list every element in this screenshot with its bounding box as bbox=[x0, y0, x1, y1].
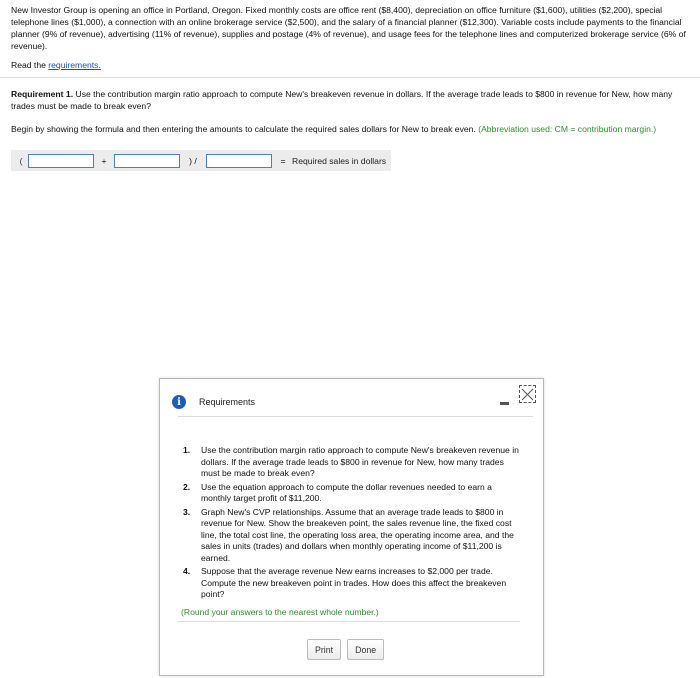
print-button[interactable]: Print bbox=[307, 639, 341, 660]
fixed-cost-input-2[interactable] bbox=[114, 154, 180, 168]
required-sales-label: Required sales in dollars bbox=[292, 155, 387, 166]
dialog-divider bbox=[178, 416, 533, 417]
formula-instructions bbox=[11, 123, 691, 135]
fixed-cost-input-1[interactable] bbox=[28, 154, 94, 168]
list-item bbox=[180, 507, 520, 565]
read-requirements-line bbox=[11, 59, 101, 71]
dialog-header bbox=[172, 395, 255, 409]
requirements-dialog bbox=[159, 378, 544, 676]
dialog-buttons bbox=[307, 639, 384, 660]
item-number: 2. bbox=[183, 481, 191, 492]
close-icon bbox=[521, 388, 534, 401]
item-text: Use the contribution margin ratio approach to compute New's breakeven revenue in dollars. If the average trade leads to $800 in revenue for New, how many trades must be made to break even? bbox=[201, 445, 519, 478]
info-icon: i bbox=[172, 395, 186, 409]
open-paren: ( bbox=[19, 155, 23, 166]
plus-sign: + bbox=[101, 155, 107, 166]
done-button[interactable]: Done bbox=[347, 639, 384, 660]
minimize-button[interactable] bbox=[500, 402, 509, 405]
equals-sign: = bbox=[280, 155, 286, 166]
rounding-note: (Round your answers to the nearest whole number.) bbox=[181, 607, 379, 617]
section-divider bbox=[0, 77, 700, 78]
cm-ratio-input[interactable] bbox=[206, 154, 272, 168]
dialog-title: Requirements bbox=[199, 397, 256, 407]
item-number: 1. bbox=[183, 445, 191, 455]
read-prefix: Read the bbox=[11, 60, 49, 70]
list-item bbox=[180, 445, 520, 480]
dialog-footer-divider bbox=[178, 621, 520, 622]
requirement-1-body: Use the contribution margin ratio approach to compute New's breakeven revenue in dollars. If the average trade leads to $800 in revenue for New, how many trades must be made to break even? bbox=[11, 89, 673, 111]
list-item bbox=[180, 566, 520, 601]
item-number: 4. bbox=[183, 566, 191, 576]
item-text: Suppose that the average revenue New earns increases to $2,000 per trade. Compute the new breakeven point in trades. How does this affect the breakeven point? bbox=[201, 566, 507, 599]
requirements-list bbox=[180, 445, 520, 603]
item-text: Use the equation approach to compute the dollar revenues needed to earn a monthly target profit of $11,200. bbox=[201, 481, 492, 503]
item-number: 3. bbox=[183, 506, 191, 517]
list-item bbox=[180, 482, 520, 505]
instructions-text: Begin by showing the formula and then entering the amounts to calculate the required sales dollars for New to break even. bbox=[11, 124, 479, 134]
requirement-1-text bbox=[11, 88, 691, 112]
problem-intro: New Investor Group is opening an office in Portland, Oregon. Fixed monthly costs are office rent ($8,400), depreciation on office furniture ($1,600), utilities ($2,200), special telephone lines ($1,000), a connection with an online brokerage service ($2,500), and the salary of a financial planner ($12,300). Variable costs include payments to the financial planner (9% of revenue), advertising (11% of revenue), supplies and postage (4% of revenue), and usage fees for the telephone lines and computerized brokerage service (6% of revenue). bbox=[11, 5, 686, 51]
abbreviation-hint: (Abbreviation used: CM = contribution margin.) bbox=[478, 124, 657, 134]
close-paren-divide: ) / bbox=[189, 155, 197, 166]
item-text: Graph New's CVP relationships. Assume that an average trade leads to $800 in revenue for New. Show the breakeven point, the sales revenue line, the fixed cost line, the total cost line, the operating loss area, the operating income area, and the sales in units (trades) and dollars when monthly operating income of $11,200 is earned. bbox=[201, 506, 514, 563]
formula-row bbox=[11, 150, 391, 171]
close-button[interactable] bbox=[519, 385, 536, 403]
requirement-1-label: Requirement 1. bbox=[11, 89, 74, 99]
requirements-link[interactable]: requirements. bbox=[48, 60, 101, 70]
